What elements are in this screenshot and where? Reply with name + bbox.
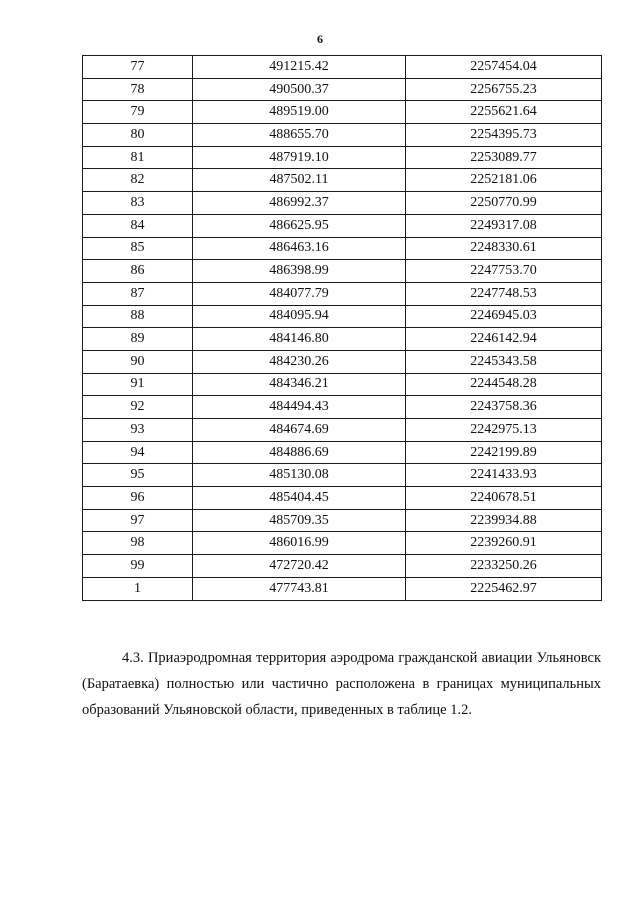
x-coordinate-cell: 487502.11 — [193, 169, 406, 192]
x-coordinate-cell: 486463.16 — [193, 237, 406, 260]
point-number-cell: 89 — [83, 328, 193, 351]
point-number-cell: 83 — [83, 192, 193, 215]
table-row — [83, 124, 602, 147]
table-row — [83, 396, 602, 419]
y-coordinate-cell: 2247748.53 — [406, 282, 602, 305]
x-coordinate-cell: 491215.42 — [193, 56, 406, 79]
x-coordinate-cell: 484146.80 — [193, 328, 406, 351]
table-row — [83, 373, 602, 396]
x-coordinate-cell: 485130.08 — [193, 464, 406, 487]
table-row — [83, 78, 602, 101]
point-number-cell: 78 — [83, 78, 193, 101]
x-coordinate-cell: 484230.26 — [193, 350, 406, 373]
table-row — [83, 146, 602, 169]
table-row — [83, 487, 602, 510]
table-row — [83, 192, 602, 215]
point-number-cell: 92 — [83, 396, 193, 419]
point-number-cell: 91 — [83, 373, 193, 396]
y-coordinate-cell: 2253089.77 — [406, 146, 602, 169]
point-number-cell: 98 — [83, 532, 193, 555]
point-number-cell: 85 — [83, 237, 193, 260]
y-coordinate-cell: 2255621.64 — [406, 101, 602, 124]
x-coordinate-cell: 484095.94 — [193, 305, 406, 328]
x-coordinate-cell: 486016.99 — [193, 532, 406, 555]
y-coordinate-cell: 2256755.23 — [406, 78, 602, 101]
y-coordinate-cell: 2225462.97 — [406, 577, 602, 600]
point-number-cell: 88 — [83, 305, 193, 328]
x-coordinate-cell: 487919.10 — [193, 146, 406, 169]
y-coordinate-cell: 2240678.51 — [406, 487, 602, 510]
table-row — [83, 350, 602, 373]
point-number-cell: 1 — [83, 577, 193, 600]
y-coordinate-cell: 2254395.73 — [406, 124, 602, 147]
table-row — [83, 237, 602, 260]
table-row — [83, 260, 602, 283]
point-number-cell: 86 — [83, 260, 193, 283]
y-coordinate-cell: 2241433.93 — [406, 464, 602, 487]
y-coordinate-cell: 2257454.04 — [406, 56, 602, 79]
y-coordinate-cell: 2246945.03 — [406, 305, 602, 328]
point-number-cell: 81 — [83, 146, 193, 169]
table-row — [83, 441, 602, 464]
table-row — [83, 214, 602, 237]
table-row — [83, 328, 602, 351]
table-row — [83, 555, 602, 578]
y-coordinate-cell: 2248330.61 — [406, 237, 602, 260]
x-coordinate-cell: 490500.37 — [193, 78, 406, 101]
body-paragraph: 4.3. Приаэродромная территория аэродрома гражданской авиации Ульяновск (Баратаевка) полностью или частично расположена в границах муниципальных образований Ульяновской области, приведенных в таблице 1.2. — [82, 650, 601, 718]
x-coordinate-cell: 484494.43 — [193, 396, 406, 419]
point-number-cell: 99 — [83, 555, 193, 578]
point-number-cell: 82 — [83, 169, 193, 192]
x-coordinate-cell: 486625.95 — [193, 214, 406, 237]
x-coordinate-cell: 485404.45 — [193, 487, 406, 510]
x-coordinate-cell: 484346.21 — [193, 373, 406, 396]
x-coordinate-cell: 485709.35 — [193, 509, 406, 532]
y-coordinate-cell: 2242199.89 — [406, 441, 602, 464]
point-number-cell: 90 — [83, 350, 193, 373]
point-number-cell: 77 — [83, 56, 193, 79]
y-coordinate-cell: 2252181.06 — [406, 169, 602, 192]
table-row — [83, 509, 602, 532]
x-coordinate-cell: 484886.69 — [193, 441, 406, 464]
table-row — [83, 56, 602, 79]
x-coordinate-cell: 489519.00 — [193, 101, 406, 124]
y-coordinate-cell: 2242975.13 — [406, 419, 602, 442]
point-number-cell: 96 — [83, 487, 193, 510]
point-number-cell: 97 — [83, 509, 193, 532]
point-number-cell: 94 — [83, 441, 193, 464]
point-number-cell: 79 — [83, 101, 193, 124]
y-coordinate-cell: 2239934.88 — [406, 509, 602, 532]
y-coordinate-cell: 2233250.26 — [406, 555, 602, 578]
point-number-cell: 87 — [83, 282, 193, 305]
table-row — [83, 532, 602, 555]
y-coordinate-cell: 2249317.08 — [406, 214, 602, 237]
table-row — [83, 577, 602, 600]
coordinates-table-body — [83, 56, 602, 601]
y-coordinate-cell: 2245343.58 — [406, 350, 602, 373]
y-coordinate-cell: 2239260.91 — [406, 532, 602, 555]
x-coordinate-cell: 484674.69 — [193, 419, 406, 442]
x-coordinate-cell: 477743.81 — [193, 577, 406, 600]
x-coordinate-cell: 488655.70 — [193, 124, 406, 147]
x-coordinate-cell: 486992.37 — [193, 192, 406, 215]
page-number: 6 — [317, 32, 323, 46]
x-coordinate-cell: 484077.79 — [193, 282, 406, 305]
coordinates-table — [82, 55, 602, 601]
table-row — [83, 101, 602, 124]
point-number-cell: 84 — [83, 214, 193, 237]
point-number-cell: 93 — [83, 419, 193, 442]
x-coordinate-cell: 472720.42 — [193, 555, 406, 578]
table-row — [83, 464, 602, 487]
point-number-cell: 80 — [83, 124, 193, 147]
table-row — [83, 305, 602, 328]
y-coordinate-cell: 2246142.94 — [406, 328, 602, 351]
y-coordinate-cell: 2244548.28 — [406, 373, 602, 396]
y-coordinate-cell: 2243758.36 — [406, 396, 602, 419]
x-coordinate-cell: 486398.99 — [193, 260, 406, 283]
y-coordinate-cell: 2247753.70 — [406, 260, 602, 283]
y-coordinate-cell: 2250770.99 — [406, 192, 602, 215]
point-number-cell: 95 — [83, 464, 193, 487]
table-row — [83, 169, 602, 192]
table-row — [83, 282, 602, 305]
table-row — [83, 419, 602, 442]
